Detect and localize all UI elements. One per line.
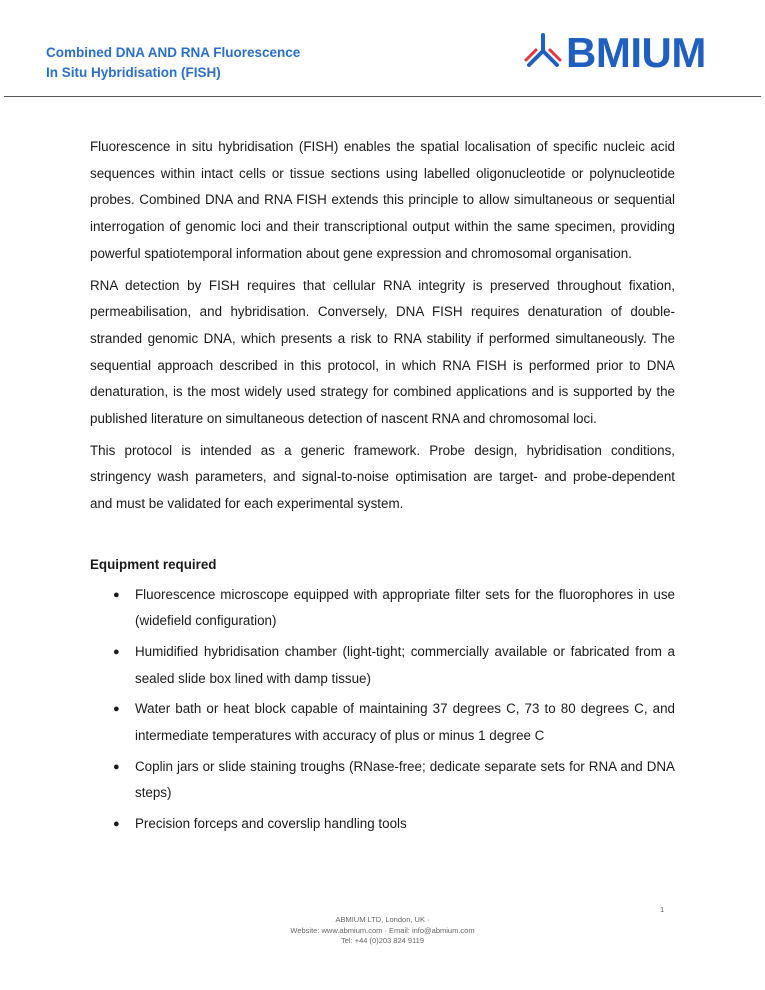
intro-paragraph-1: Fluorescence in situ hybridisation (FISH) enables the spatial localisation of specific nucleic acid sequences within intact cells or tissue sections using labelled oligonucleotide or polynucleotide probes. Combined DNA and RNA FISH extends this principle to allow simultaneous or sequential interrogation of genomic loci and their transcriptional output within the same specimen, providing powerful spatiotemporal information about gene expression and chromosomal organisation. xyxy=(90,139,675,261)
list-item-text: Fluorescence microscope equipped with appropriate filter sets for the fluorophores in use (widefield configuration) xyxy=(135,586,675,629)
bullet-icon: ● xyxy=(113,760,120,773)
bullet-icon: ● xyxy=(113,818,120,831)
bullet-icon: ● xyxy=(113,588,120,601)
list-item xyxy=(90,639,675,692)
document-title xyxy=(46,43,300,83)
page-number: 1 xyxy=(660,905,665,914)
footer-phone: Tel: +44 (0)203 824 9119 xyxy=(340,936,425,945)
page-footer xyxy=(0,915,765,947)
list-item-text: Humidified hybridisation chamber (light-tight; commercially available or fabricated from a sealed slide box lined with damp tissue) xyxy=(135,643,675,686)
document-title-line1: Combined DNA AND RNA Fluorescence xyxy=(46,45,301,60)
list-item xyxy=(90,754,675,807)
equipment-heading: Equipment required xyxy=(90,556,217,572)
list-item xyxy=(90,811,675,838)
list-item-text: Water bath or heat block capable of maintaining 37 degrees C, 73 to 80 degrees C, and intermediate temperatures with accuracy of plus or minus 1 degree C xyxy=(135,701,675,744)
abmium-logo xyxy=(523,29,706,76)
intro-paragraph-2: RNA detection by FISH requires that cellular RNA integrity is preserved throughout fixation, permeabilisation, and hybridisation. Conversely, DNA FISH requires denaturation of double-stranded genomic DNA, which presents a risk to RNA stability if performed simultaneously. The sequential approach described in this protocol, in which RNA FISH is performed prior to DNA denaturation, is the most widely used strategy for combined applications and is supported by the published literature on simultaneous detection of nascent RNA and chromosomal loci. xyxy=(90,277,675,427)
list-item xyxy=(90,582,675,635)
logo-wordmark: BMIUM xyxy=(566,29,706,76)
bullet-icon: ● xyxy=(113,703,120,716)
bullet-icon: ● xyxy=(113,645,120,658)
antibody-icon xyxy=(523,33,563,73)
document-title-line2: In Situ Hybridisation (FISH) xyxy=(46,65,221,80)
header-divider xyxy=(4,96,761,97)
intro-paragraph-3: This protocol is intended as a generic framework. Probe design, hybridisation conditions, stringency wash parameters, and signal-to-noise optimisation are target- and probe-dependent and must be validated for each experimental system. xyxy=(90,442,675,512)
list-item-text: Precision forceps and coverslip handling tools xyxy=(135,816,407,832)
equipment-list xyxy=(90,582,675,838)
footer-address: ABMIUM LTD, London, UK · xyxy=(335,915,430,924)
document-body xyxy=(90,134,675,842)
list-item-text: Coplin jars or slide staining troughs (RNase-free; dedicate separate sets for RNA and DNA steps) xyxy=(135,758,675,801)
footer-contact: Website: www.abmium.com · Email: info@abmium.com xyxy=(290,925,475,935)
list-item xyxy=(90,696,675,749)
